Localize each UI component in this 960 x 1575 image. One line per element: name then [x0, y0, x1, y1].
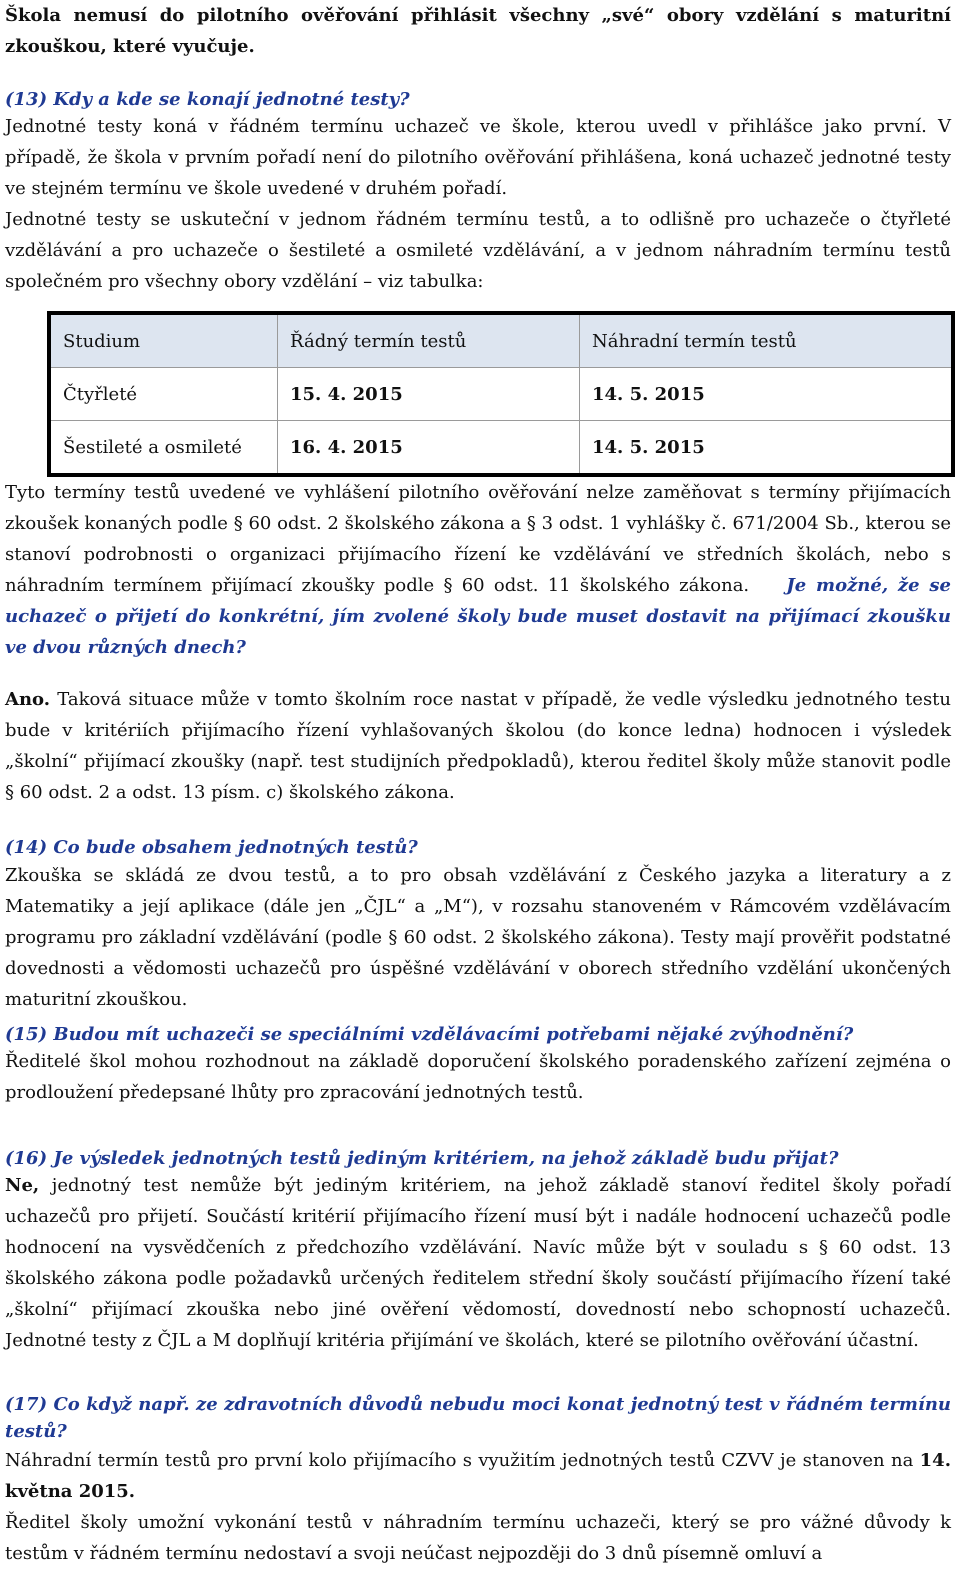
question-13-subquestion: Je možné, že se uchazeč o přijetí do konkrétní, jím zvolené školy bude muset dostavit na přijímací zkoušku ve dvou různých dnech? — [5, 575, 952, 658]
question-16-heading: (16) Je výsledek jednotných testů jediným kritériem, na jehož základě budu přijat? — [5, 1148, 839, 1169]
table-row — [49, 368, 953, 421]
answer-no: Ne, — [5, 1175, 40, 1196]
question-13-paragraph-1: Jednotné testy koná v řádném termínu uchazeč ve škole, kterou uvedl v přihlášce jako první. V případě, že škola v prvním pořadí není do pilotního ověřování přihlášena, koná uchazeč jednotné testy ve stejném termínu ve škole uvedené v druhém pořadí. — [5, 116, 951, 199]
question-13-paragraph-3 — [5, 477, 951, 663]
question-14-paragraph: Zkouška se skládá ze dvou testů, a to pro obsah vzdělávání z Českého jazyka a literatury a z Matematiky a její aplikace (dále jen „ČJL“ a „M“), v rozsahu stanoveném v Rámcovém vzdělávacím programu pro základní vzdělávání (podle § 60 odst. 2 školského zákona). Testy mají prověřit podstatné dovednosti a vědomosti uchazečů pro úspěšné vzdělávání v oborech středního vzdělání ukončených maturitní zkouškou. — [5, 865, 951, 1010]
question-13-paragraph-2: Jednotné testy se uskuteční v jednom řádném termínu testů, a to odlišně pro uchazeče o čtyřleté vzdělávání a pro uchazeče o šestileté a osmileté vzdělávání, a v jednom náhradním termínu testů společném pro všechny obory vzdělání – viz tabulka: — [5, 209, 951, 292]
table-cell: Čtyřleté — [49, 368, 278, 421]
question-14-heading: (14) Co bude obsahem jednotných testů? — [5, 837, 418, 858]
table-header-cell: Řádný termín testů — [278, 313, 580, 368]
question-17-heading: (17) Co když např. ze zdravotních důvodů nebudu moci konat jednotný test v řádném termínu testů? — [5, 1394, 951, 1442]
table-header-cell: Náhradní termín testů — [580, 313, 954, 368]
question-13-answer — [5, 684, 951, 808]
test-dates-table — [47, 311, 955, 477]
table-cell: 14. 5. 2015 — [580, 421, 954, 476]
intro-paragraph: Škola nemusí do pilotního ověřování přihlásit všechny „své“ obory vzdělání s maturitní zkouškou, které vyučuje. — [5, 5, 951, 57]
question-13-heading: (13) Kdy a kde se konají jednotné testy? — [5, 89, 410, 110]
question-13-answer-text: Taková situace může v tomto školním roce nastat v případě, že vedle výsledku jednotného testu bude v kritériích přijímacího řízení vyhlašovaných školou (do konce ledna) hodnocen i výsledek „školní“ přijímací zkoušky (např. test studijních předpokladů), kterou ředitel školy může stanovit podle § 60 odst. 2 a odst. 13 písm. c) školského zákona. — [5, 689, 952, 803]
table-header-row — [49, 313, 953, 368]
question-17-paragraph-2: Ředitel školy umožní vykonání testů v náhradním termínu uchazeči, který se pro vážné důvody k testům v řádném termínu nedostaví a svoji neúčast nejpozději do 3 dnů písemně omluví a — [5, 1512, 951, 1564]
replacement-date: 14. května 2015. — [5, 1450, 951, 1502]
question-16-paragraph — [5, 1170, 951, 1356]
answer-yes: Ano. — [5, 689, 51, 710]
table-row — [49, 421, 953, 476]
question-15-heading: (15) Budou mít uchazeči se speciálními vzdělávacími potřebami nějaké zvýhodnění? — [5, 1024, 854, 1045]
table-cell: Šestileté a osmileté — [49, 421, 278, 476]
question-15-paragraph: Ředitelé škol mohou rozhodnout na základě doporučení školského poradenského zařízení zejména o prodloužení předepsané lhůty pro zpracování jednotných testů. — [5, 1051, 951, 1103]
question-16-answer-text: jednotný test nemůže být jediným kritériem, na jehož základě stanoví ředitel školy pořadí uchazečů pro přijetí. Součástí kritérií přijímacího řízení musí být i nadále hodnocení uchazečů podle hodnocení na vysvědčeních z předchozího vzdělávání. Navíc může být v souladu s § 60 odst. 13 školského zákona podle požadavků určených ředitelem střední školy součástí přijímacího řízení také „školní“ přijímací zkouška nebo jiné ověření vědomostí, dovedností nebo schopností uchazečů. Jednotné testy z ČJL a M doplňují kritéria přijímání ve školách, které se pilotního ověřování účastní. — [5, 1175, 951, 1351]
question-13-paragraph-3-text: Tyto termíny testů uvedené ve vyhlášení pilotního ověřování nelze zaměňovat s termíny přijímacích zkoušek konaných podle § 60 odst. 2 školského zákona a § 3 odst. 1 vyhlášky č. 671/2004 Sb., kterou se stanoví podrobnosti o organizaci přijímacího řízení ke vzdělávání ve středních školách, nebo s náhradním termínem přijímací zkoušky podle § 60 odst. 11 školského zákona. — [5, 482, 951, 596]
question-17-paragraph-1 — [5, 1445, 951, 1507]
question-17-paragraph-1-text: Náhradní termín testů pro první kolo přijímacího s využitím jednotných testů CZVV je stanoven na — [5, 1450, 914, 1471]
table-cell: 14. 5. 2015 — [580, 368, 954, 421]
table-cell: 15. 4. 2015 — [278, 368, 580, 421]
table-cell: 16. 4. 2015 — [278, 421, 580, 476]
table-header-cell: Studium — [49, 313, 278, 368]
